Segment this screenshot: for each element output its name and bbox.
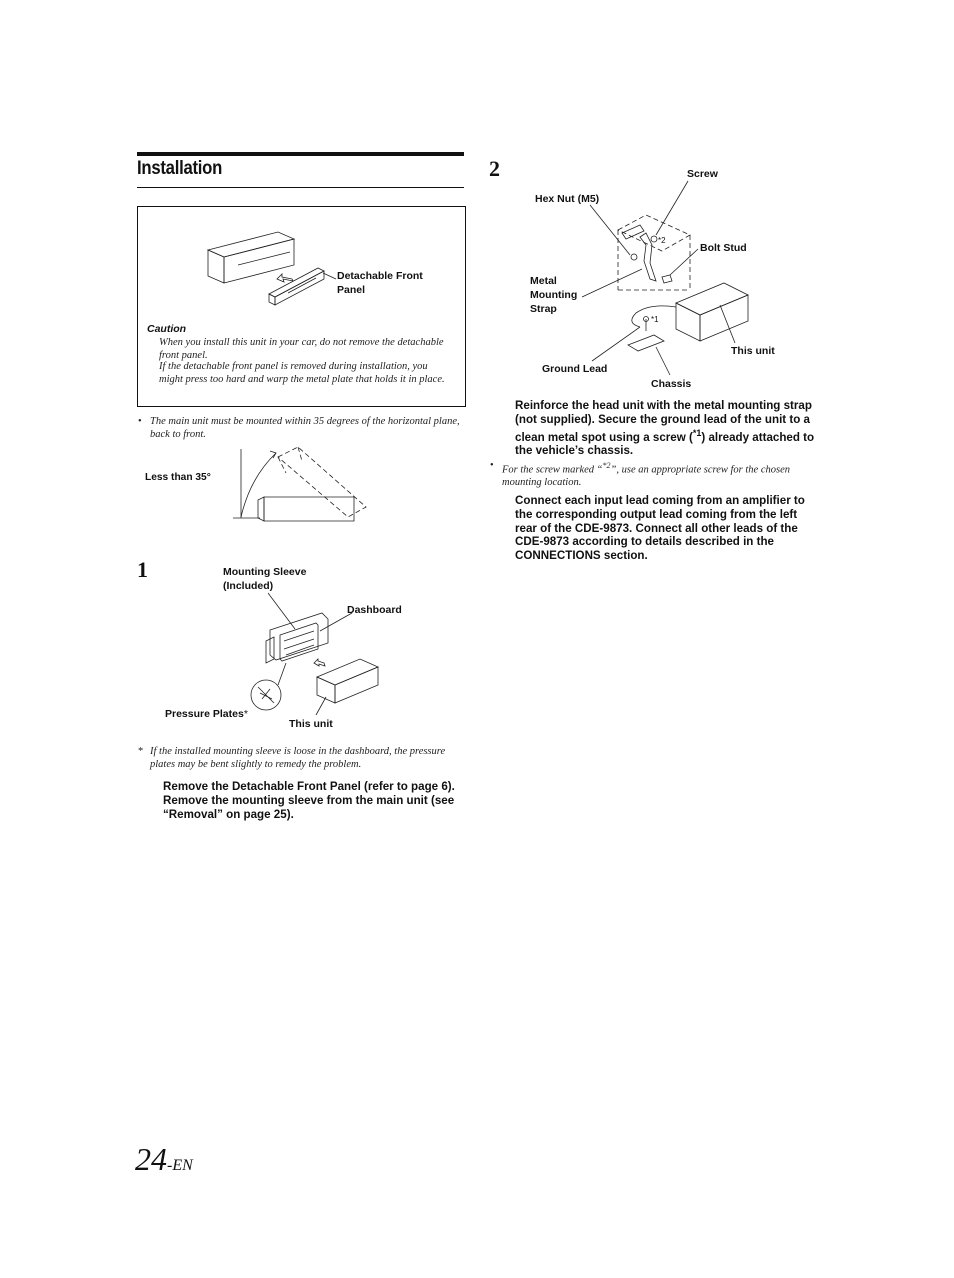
pressure-plates-text: Pressure Plates bbox=[165, 708, 244, 720]
step-2-instruction-mark: *1 bbox=[692, 427, 702, 438]
screw-note-start: For the screw marked “ bbox=[502, 464, 603, 476]
dashboard-label: Dashboard bbox=[347, 604, 402, 616]
screw-label: Screw bbox=[687, 168, 718, 180]
less-than-35-label: Less than 35° bbox=[145, 472, 211, 483]
mark-1-label: *1 bbox=[651, 315, 659, 324]
screw-note-bullet: • bbox=[490, 460, 494, 471]
connect-instruction: Connect each input lead coming from an amplifier to the corresponding output lead coming from the left rear of the CDE-9873. Connect all other leads of the CDE-9873 according to details described in the CONNECTIONS section. bbox=[515, 494, 805, 563]
caution-box bbox=[137, 206, 466, 407]
angle-note-bullet: • bbox=[138, 416, 142, 427]
page-number bbox=[135, 1141, 193, 1178]
detachable-front-panel-label: Detachable Front Panel bbox=[337, 270, 423, 296]
step-2-instruction-start: Reinforce the head unit with the metal mounting strap (not supplied). Secure the ground lead of the unit to a clean metal spot using a screw ( bbox=[515, 399, 812, 444]
front-panel-illustration bbox=[138, 207, 465, 327]
page-number-suffix: -EN bbox=[167, 1157, 193, 1174]
page-number-value: 24 bbox=[135, 1141, 167, 1177]
caution-title: Caution bbox=[147, 323, 187, 335]
chassis-label: Chassis bbox=[651, 378, 692, 390]
bolt-stud-label: Bolt Stud bbox=[700, 242, 747, 254]
mounting-sleeve-label: Mounting Sleeve (Included) bbox=[223, 566, 307, 592]
screw-note bbox=[502, 460, 822, 490]
section-header bbox=[137, 152, 464, 188]
step-1-number: 1 bbox=[137, 557, 148, 582]
hex-nut-label: Hex Nut (M5) bbox=[535, 193, 600, 205]
this-unit-label-1: This unit bbox=[289, 718, 333, 730]
ground-lead-label: Ground Lead bbox=[542, 363, 608, 375]
step-2-instruction-end: ) already attached to the vehicle’s chassis. bbox=[515, 430, 815, 458]
this-unit-label-2: This unit bbox=[731, 345, 775, 357]
screw-note-end: ”, use an appropriate screw for the chosen mounting location. bbox=[502, 464, 790, 488]
mark-2-label: *2 bbox=[658, 236, 666, 245]
pressure-plates-mark: * bbox=[243, 708, 248, 720]
screw-note-mark: *2 bbox=[602, 461, 611, 470]
sleeve-illustration bbox=[240, 585, 440, 725]
caution-text-2: If the detachable front panel is removed during installation, you might press too hard and warp the metal plate that holds it in place. bbox=[159, 361, 445, 385]
sleeve-footnote: If the installed mounting sleeve is loose in the dashboard, the pressure plates may be bent slightly to remedy the problem. bbox=[150, 746, 446, 770]
step-2-number: 2 bbox=[489, 156, 500, 181]
strap-illustration bbox=[530, 175, 790, 365]
angle-note-text: The main unit must be mounted within 35 degrees of the horizontal plane, back to front. bbox=[150, 416, 460, 440]
mounting-angle-illustration bbox=[228, 443, 368, 523]
metal-strap-label: Metal Mounting Strap bbox=[530, 275, 578, 315]
page-title: Installation bbox=[137, 158, 223, 179]
caution-text-1: When you install this unit in your car, do not remove the detachable front panel. bbox=[159, 337, 444, 361]
footnote-mark: * bbox=[138, 746, 144, 757]
step-2-instruction bbox=[515, 399, 820, 458]
step-1-instruction: Remove the Detachable Front Panel (refer to page 6). Remove the mounting sleeve from the main unit (see “Removal” on page 25). bbox=[163, 780, 455, 821]
pressure-plates-label bbox=[165, 707, 248, 721]
